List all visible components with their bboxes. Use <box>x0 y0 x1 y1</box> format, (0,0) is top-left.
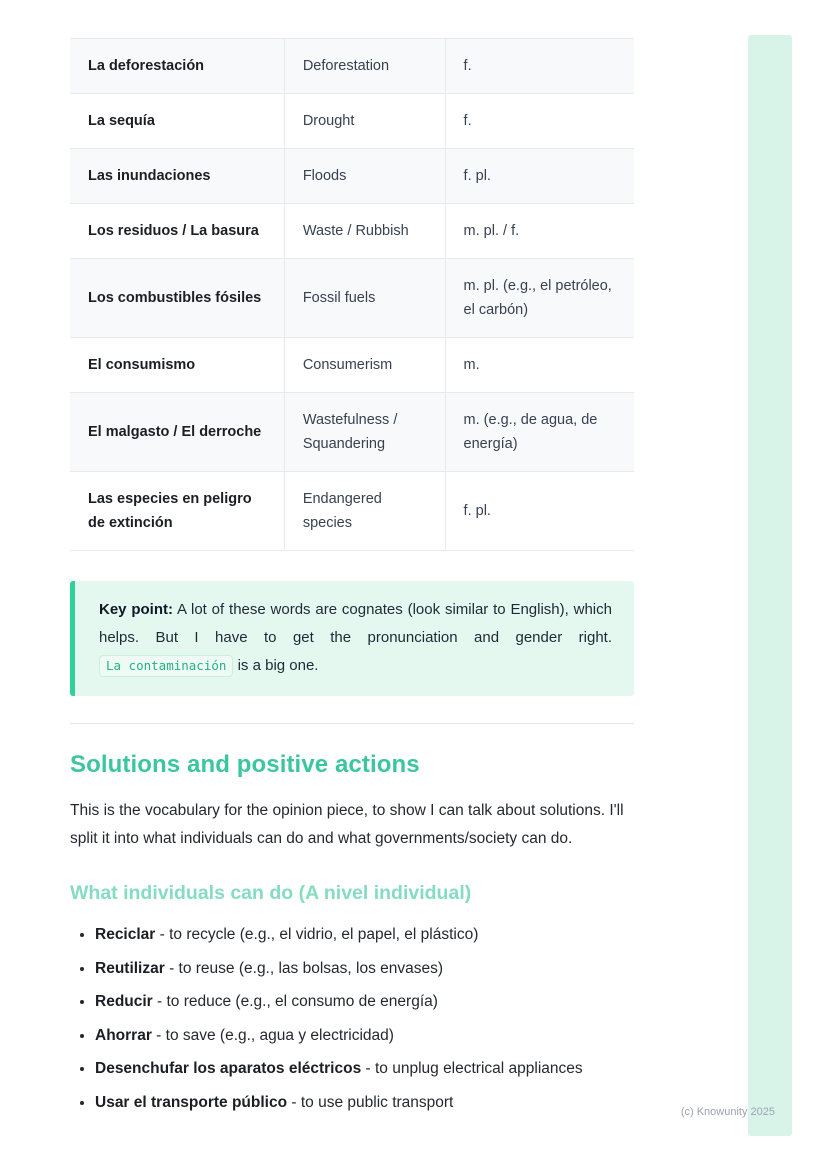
english-term-cell: Drought <box>284 94 445 149</box>
spanish-term-cell: Las inundaciones <box>70 149 284 204</box>
gender-cell: m. <box>445 338 634 393</box>
key-point-body-before: A lot of these words are cognates (look similar to English), which helps. But I have to get the pronunciation and gender right. <box>99 601 612 646</box>
key-point-text <box>99 596 612 680</box>
table-row <box>70 393 634 472</box>
spanish-term-cell: La sequía <box>70 94 284 149</box>
spanish-term-cell: Las especies en peligro de extinción <box>70 472 284 551</box>
action-definition: - to reuse (e.g., las bolsas, los envases) <box>164 959 444 977</box>
action-term: Desenchufar los aparatos eléctricos <box>95 1060 362 1077</box>
action-definition: - to use public transport <box>287 1093 454 1111</box>
gender-cell: f. <box>445 39 634 94</box>
gender-cell: f. pl. <box>445 149 634 204</box>
table-row <box>70 39 634 94</box>
action-term: Reutilizar <box>95 959 165 977</box>
inline-code: La contaminación <box>99 655 233 677</box>
gender-cell: m. pl. / f. <box>445 204 634 259</box>
list-item <box>95 923 634 947</box>
table-row <box>70 338 634 393</box>
spanish-term-cell: El consumismo <box>70 338 284 393</box>
spanish-term-cell: Los combustibles fósiles <box>70 259 284 338</box>
action-definition: - to unplug electrical appliances <box>361 1060 583 1077</box>
key-point-callout <box>70 581 634 696</box>
spanish-term-cell: La deforestación <box>70 39 284 94</box>
section-heading: Solutions and positive actions <box>70 751 420 778</box>
english-term-cell: Endangered species <box>284 472 445 551</box>
action-definition: - to reduce (e.g., el consumo de energía) <box>152 993 438 1010</box>
english-term-cell: Wastefulness / Squandering <box>284 393 445 472</box>
section-divider <box>70 723 634 724</box>
list-item <box>95 957 634 981</box>
action-term: Ahorrar <box>95 1026 152 1044</box>
list-item <box>95 1091 634 1115</box>
english-term-cell: Deforestation <box>284 39 445 94</box>
gender-cell: m. (e.g., de agua, de energía) <box>445 393 634 472</box>
section-intro: This is the vocabulary for the opinion piece, to show I can talk about solutions. I'll split it into what individuals can do and what governments/society can do. <box>70 802 624 847</box>
subsection-heading: What individuals can do (A nivel individual) <box>70 882 472 904</box>
spanish-term-cell: Los residuos / La basura <box>70 204 284 259</box>
english-term-cell: Floods <box>284 149 445 204</box>
vocab-table <box>70 38 634 551</box>
list-item <box>95 990 634 1014</box>
table-row <box>70 204 634 259</box>
key-point-body-after: is a big one. <box>233 657 319 674</box>
list-item <box>95 1024 634 1048</box>
action-definition: - to save (e.g., agua y electricidad) <box>151 1026 394 1044</box>
action-term: Reciclar <box>95 926 156 943</box>
table-row <box>70 472 634 551</box>
individual-actions-list <box>70 923 634 1115</box>
gender-cell: f. <box>445 94 634 149</box>
table-row <box>70 259 634 338</box>
gender-cell: f. pl. <box>445 472 634 551</box>
list-item <box>95 1057 634 1081</box>
gender-cell: m. pl. (e.g., el petróleo, el carbón) <box>445 259 634 338</box>
page-content <box>70 38 634 1124</box>
watermark: (c) Knowunity 2025 <box>680 1106 775 1118</box>
action-definition: - to recycle (e.g., el vidrio, el papel, el plástico) <box>155 926 479 943</box>
english-term-cell: Waste / Rubbish <box>284 204 445 259</box>
table-row <box>70 149 634 204</box>
spanish-term-cell: El malgasto / El derroche <box>70 393 284 472</box>
action-term: Usar el transporte público <box>95 1093 288 1111</box>
action-term: Reducir <box>95 993 153 1010</box>
english-term-cell: Consumerism <box>284 338 445 393</box>
key-point-label: Key point: <box>99 601 173 618</box>
english-term-cell: Fossil fuels <box>284 259 445 338</box>
page-edge-strip <box>748 35 792 1136</box>
table-row <box>70 94 634 149</box>
